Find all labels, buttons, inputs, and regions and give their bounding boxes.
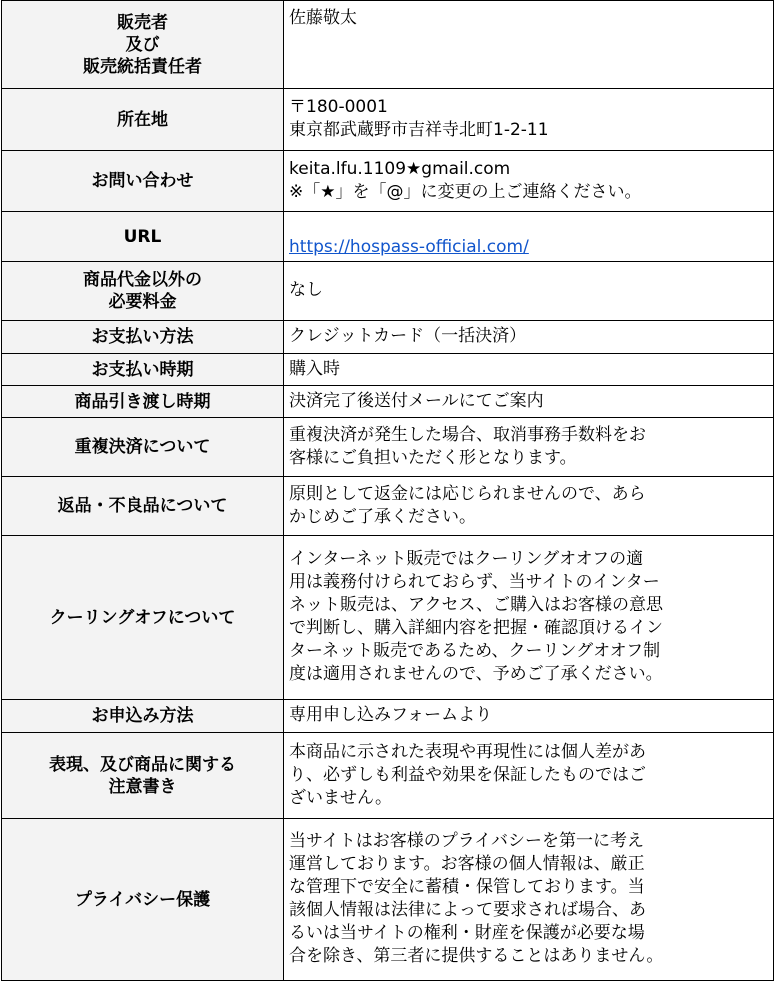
row-value-returns: 原則として返金には応じられませんので、あら かじめご了承ください。 [284,477,774,536]
row-label-address: 所在地 [2,89,284,151]
row-value-contact: keita.lfu.1109★gmail.com ※「★」を「@」に変更の上ご連絡ください。 [284,151,774,212]
row-label-url: URL [2,212,284,262]
row-label-contact: お問い合わせ [2,151,284,212]
table-row [2,89,774,151]
table-row [2,354,774,386]
row-value-seller: 佐藤敬太 [284,1,774,89]
table-row [2,819,774,981]
row-value-delivery-timing: 決済完了後送付メールにてご案内 [284,386,774,418]
row-label-application-method: お申込み方法 [2,700,284,733]
row-value-extra-fees: なし [284,262,774,321]
commercial-transactions-table [1,0,774,981]
table-row [2,386,774,418]
row-value-privacy: 当サイトはお客様のプライバシーを第一に考え 運営しております。お客様の個人情報は、厳正 な管理下で安全に蓄積・保管しております。当 該個人情報は法律によって要求されば場合、あ るいは当サイトの権利・財産を保護が必要な場 合を除き、第三者に提供することはありません。 [284,819,774,981]
row-label-payment-method: お支払い方法 [2,321,284,354]
table-row [2,418,774,477]
table-row [2,262,774,321]
table-row [2,212,774,262]
site-url-link[interactable]: https://hospass-official.com/ [289,237,529,257]
row-label-returns: 返品・不良品について [2,477,284,536]
row-value-url [284,212,774,262]
row-value-cooling-off: インターネット販売ではクーリングオオフの適 用は義務付けられておらず、当サイトのインター ネット販売は、アクセス、ご購入はお客様の意思 で判断し、購入詳細内容を把握・確認頂けるイン ターネット販売であるため、クーリングオオフ制 度は適用されませんので、予めご了承ください。 [284,536,774,700]
row-label-privacy: プライバシー保護 [2,819,284,981]
row-label-payment-timing: お支払い時期 [2,354,284,386]
row-label-delivery-timing: 商品引き渡し時期 [2,386,284,418]
row-label-disclaimer: 表現、及び商品に関する 注意書き [2,733,284,819]
table-row [2,151,774,212]
row-label-seller: 販売者 及び 販売統括責任者 [2,1,284,89]
table-row [2,700,774,733]
row-label-cooling-off: クーリングオフについて [2,536,284,700]
row-value-disclaimer: 本商品に示された表現や再現性には個人差があ り、必ずしも利益や効果を保証したものではご ざいません。 [284,733,774,819]
row-value-application-method: 専用申し込みフォームより [284,700,774,733]
row-value-payment-method: クレジットカード（一括決済） [284,321,774,354]
row-label-extra-fees: 商品代金以外の 必要料金 [2,262,284,321]
table-row [2,477,774,536]
row-value-payment-timing: 購入時 [284,354,774,386]
row-label-duplicate-payment: 重複決済について [2,418,284,477]
table-row [2,733,774,819]
table-row [2,321,774,354]
row-value-duplicate-payment: 重複決済が発生した場合、取消事務手数料をお 客様にご負担いただく形となります。 [284,418,774,477]
table-row [2,1,774,89]
row-value-address: 〒180-0001 東京都武蔵野市吉祥寺北町1-2-11 [284,89,774,151]
table-row [2,536,774,700]
